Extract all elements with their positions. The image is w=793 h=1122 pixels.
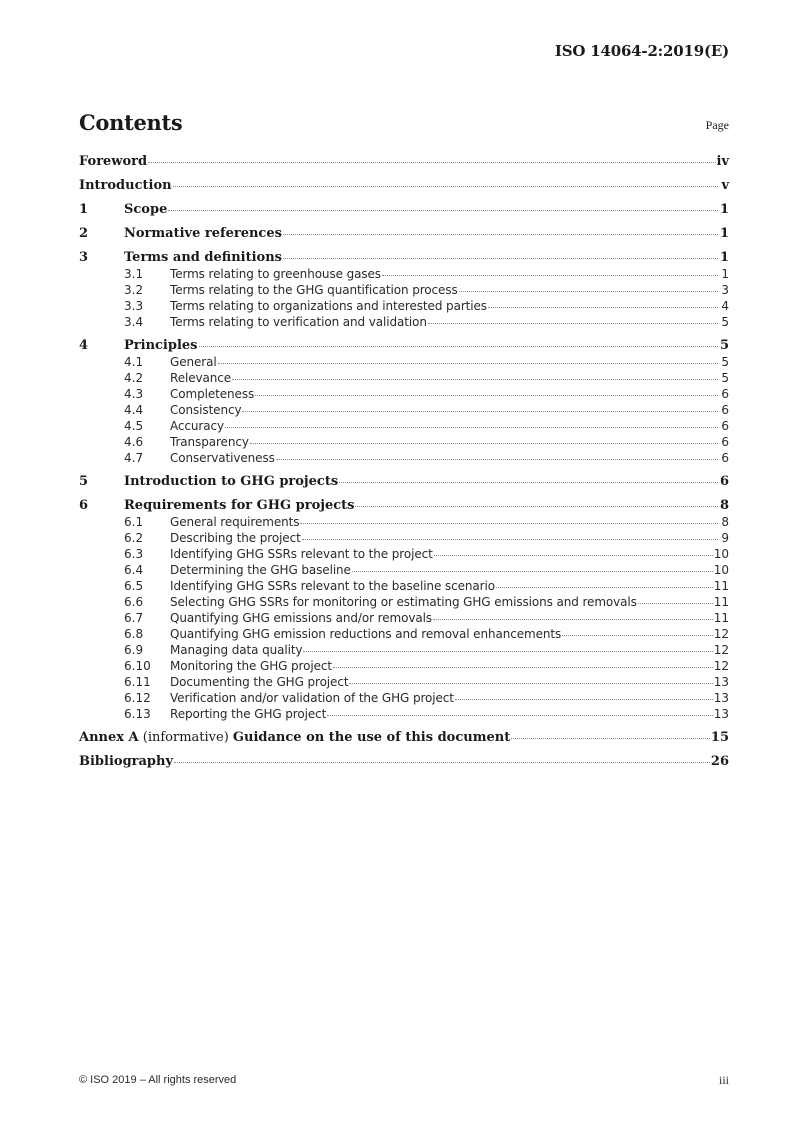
toc-entry-page: 13 [713, 707, 729, 721]
toc-entry-label: Requirements for GHG projects [124, 498, 355, 513]
dot-leader [349, 682, 712, 684]
toc-entry-subsection[interactable] [79, 282, 729, 298]
annex-prefix: Annex A [79, 730, 139, 745]
toc-entry-label: Bibliography [79, 754, 174, 769]
toc-entry-label: Foreword [79, 154, 148, 169]
dot-leader [276, 458, 718, 460]
toc-entry-page: 12 [713, 643, 729, 657]
toc-entries [79, 154, 729, 722]
toc-entry-subsection[interactable] [79, 370, 729, 386]
toc-entry-label: Reporting the GHG project [170, 707, 327, 721]
toc-entry-section[interactable] [79, 338, 729, 354]
toc-entry-subsection[interactable] [79, 674, 729, 690]
dot-leader [232, 378, 718, 380]
toc-entry-subsection[interactable] [79, 594, 729, 610]
toc-entry-label: Completeness [170, 387, 255, 401]
toc-entry-label: Verification and/or validation of the GHG project [170, 691, 454, 705]
toc-entry-number: 6.5 [124, 579, 144, 593]
toc-entry-subsection[interactable] [79, 354, 729, 370]
toc-entry-number: 3.4 [124, 315, 144, 329]
annex-title: Guidance on the use of this document [232, 730, 511, 745]
dot-leader [511, 737, 710, 739]
page-column-label: Page [705, 118, 729, 132]
dot-leader [433, 618, 713, 620]
toc-entry-number: 6.9 [124, 643, 144, 657]
toc-entry-page: 6 [721, 387, 729, 401]
toc-entry-subsection[interactable] [79, 386, 729, 402]
toc-entry-subsection[interactable] [79, 298, 729, 314]
dot-leader [283, 257, 718, 259]
toc-entry-page: 6 [721, 435, 729, 449]
toc-entry-number: 4.7 [124, 451, 144, 465]
toc-entry-label: Managing data quality [170, 643, 303, 657]
toc-entry-label: Relevance [170, 371, 232, 385]
toc-entry-label: Transparency [170, 435, 249, 449]
toc-entry-label: Terms and definitions [124, 250, 282, 265]
toc-entry-subsection[interactable] [79, 514, 729, 530]
toc-entry-label: Describing the project [170, 531, 301, 545]
dot-leader [562, 634, 713, 636]
toc-entry-page: 6 [719, 474, 729, 489]
toc-entry-label [79, 730, 510, 746]
toc-entry-subsection[interactable] [79, 402, 729, 418]
dot-leader [173, 185, 718, 187]
dot-leader [496, 586, 713, 588]
toc-entry-subsection[interactable] [79, 642, 729, 658]
toc-entry-page: 4 [721, 299, 729, 313]
toc-entry-page: 15 [710, 730, 729, 745]
toc-entry-page: 1 [721, 267, 729, 281]
dot-leader [242, 410, 718, 412]
toc-entry-number: 6.6 [124, 595, 144, 609]
toc-entry-number: 4 [79, 338, 89, 353]
dot-leader [455, 698, 713, 700]
dot-leader [352, 570, 713, 572]
toc-entry-page: 26 [710, 754, 729, 769]
toc-entry-label: Terms relating to verification and validation [170, 315, 427, 329]
dot-leader [300, 522, 718, 524]
toc-entry-label: Introduction to GHG projects [124, 474, 339, 489]
dot-leader [199, 345, 719, 347]
toc-entry-number: 6.2 [124, 531, 144, 545]
toc-entry-subsection[interactable] [79, 562, 729, 578]
toc-entry-label: General requirements [170, 515, 300, 529]
dot-leader [218, 362, 718, 364]
toc-entry-section[interactable] [79, 178, 729, 194]
dot-leader [283, 233, 718, 235]
toc-entry-page: 5 [721, 371, 729, 385]
toc-entry-page: 5 [721, 355, 729, 369]
dot-leader [303, 650, 712, 652]
dot-leader [148, 161, 715, 163]
toc-entry-page: 11 [713, 579, 729, 593]
dot-leader [255, 394, 718, 396]
toc-entry-page: 11 [713, 611, 729, 625]
toc-entry-label: Selecting GHG SSRs for monitoring or estimating GHG emissions and removals [170, 595, 637, 609]
toc-entry-page: 11 [713, 595, 729, 609]
toc-entry-section[interactable] [79, 498, 729, 514]
toc-entry-page: 6 [721, 451, 729, 465]
toc-entry-label: General [170, 355, 217, 369]
toc-entry-number: 6.13 [124, 707, 151, 721]
toc-entry-number: 3.2 [124, 283, 144, 297]
toc-entry-subsection[interactable] [79, 530, 729, 546]
toc-entry-page: 1 [719, 226, 729, 241]
toc-entry-number: 6.1 [124, 515, 144, 529]
toc-entry-label: Terms relating to the GHG quantification process [170, 283, 458, 297]
dot-leader [638, 602, 713, 604]
toc-entry-page: 8 [721, 515, 729, 529]
toc-entry-label: Determining the GHG baseline [170, 563, 351, 577]
toc-entry-subsection[interactable] [79, 450, 729, 466]
toc-entry-number: 4.1 [124, 355, 144, 369]
dot-leader [168, 209, 718, 211]
dot-leader [382, 274, 718, 276]
toc-entry-page: 3 [721, 283, 729, 297]
toc-entry-number: 6.8 [124, 627, 144, 641]
dot-leader [250, 442, 718, 444]
table-of-contents [79, 154, 729, 770]
toc-entry-number: 6.3 [124, 547, 144, 561]
toc-entry-page: 5 [721, 315, 729, 329]
toc-entry-subsection[interactable] [79, 658, 729, 674]
toc-entry-section[interactable] [79, 202, 729, 218]
toc-entry-label: Terms relating to greenhouse gases [170, 267, 381, 281]
toc-entry-page: 1 [719, 202, 729, 217]
dot-leader [428, 322, 718, 324]
toc-entry-subsection[interactable] [79, 266, 729, 282]
page-number: iii [718, 1073, 729, 1087]
annex-qualifier: (informative) [138, 730, 233, 745]
toc-entry-number: 1 [79, 202, 89, 217]
toc-entry-number: 4.5 [124, 419, 144, 433]
toc-entry-label: Principles [124, 338, 198, 353]
toc-entry-subsection[interactable] [79, 626, 729, 642]
toc-entry-page: 6 [721, 403, 729, 417]
toc-entry-page: 12 [713, 627, 729, 641]
toc-entry-page: 8 [719, 498, 729, 513]
document-identifier: ISO 14064-2:2019(E) [554, 42, 729, 60]
toc-entry-page: 13 [713, 675, 729, 689]
toc-entry-page: 6 [721, 419, 729, 433]
toc-entry-annex-a[interactable] [79, 730, 729, 746]
toc-entry-label: Documenting the GHG project [170, 675, 349, 689]
toc-entry-label: Conservativeness [170, 451, 275, 465]
toc-entry-page: 10 [713, 563, 729, 577]
toc-entry-number: 3.1 [124, 267, 144, 281]
toc-entry-label: Quantifying GHG emission reductions and removal enhancements [170, 627, 562, 641]
toc-entry-number: 6.4 [124, 563, 144, 577]
toc-entry-label: Consistency [170, 403, 242, 417]
toc-entry-subsection[interactable] [79, 690, 729, 706]
toc-entry-section[interactable] [79, 250, 729, 266]
toc-entry-subsection[interactable] [79, 578, 729, 594]
toc-entry-label: Introduction [79, 178, 172, 193]
toc-entry-label: Accuracy [170, 419, 224, 433]
toc-entry-number: 6.10 [124, 659, 151, 673]
toc-entry-label: Terms relating to organizations and interested parties [170, 299, 487, 313]
toc-entry-number: 6 [79, 498, 89, 513]
toc-entry-label: Normative references [124, 226, 282, 241]
copyright-notice: © ISO 2019 – All rights reserved [79, 1074, 237, 1086]
toc-entry-number: 6.11 [124, 675, 151, 689]
dot-leader [327, 714, 712, 716]
toc-entry-page: 5 [719, 338, 729, 353]
toc-entry-page: 12 [713, 659, 729, 673]
toc-entry-section[interactable] [79, 154, 729, 170]
toc-entry-number: 5 [79, 474, 89, 489]
toc-entry-section[interactable] [79, 226, 729, 242]
dot-leader [333, 666, 713, 668]
dot-leader [434, 554, 713, 556]
toc-entry-number: 4.3 [124, 387, 144, 401]
toc-entry-number: 4.4 [124, 403, 144, 417]
toc-entry-label: Scope [124, 202, 168, 217]
toc-entry-page: 1 [719, 250, 729, 265]
toc-entry-bibliography[interactable] [79, 754, 729, 770]
dot-leader [302, 538, 718, 540]
dot-leader [355, 505, 718, 507]
toc-entry-subsection[interactable] [79, 706, 729, 722]
toc-entry-subsection[interactable] [79, 418, 729, 434]
contents-heading: Contents [79, 110, 183, 135]
toc-entry-label: Identifying GHG SSRs relevant to the baseline scenario [170, 579, 495, 593]
dot-leader [339, 481, 718, 483]
toc-entry-section[interactable] [79, 474, 729, 490]
toc-entry-subsection[interactable] [79, 610, 729, 626]
toc-entry-number: 4.2 [124, 371, 144, 385]
toc-entry-number: 3 [79, 250, 89, 265]
toc-entry-number: 3.3 [124, 299, 144, 313]
toc-entry-number: 4.6 [124, 435, 144, 449]
toc-entry-subsection[interactable] [79, 434, 729, 450]
toc-entry-page: iv [716, 154, 729, 169]
toc-entry-number: 6.7 [124, 611, 144, 625]
toc-entry-page: 10 [713, 547, 729, 561]
toc-entry-label: Quantifying GHG emissions and/or removals [170, 611, 432, 625]
toc-entry-label: Monitoring the GHG project [170, 659, 332, 673]
dot-leader [459, 290, 718, 292]
toc-entry-number: 6.12 [124, 691, 151, 705]
dot-leader [225, 426, 718, 428]
toc-entry-page: v [721, 178, 729, 193]
toc-entry-subsection[interactable] [79, 314, 729, 330]
toc-entry-label: Identifying GHG SSRs relevant to the project [170, 547, 433, 561]
dot-leader [174, 761, 710, 763]
toc-entry-number: 2 [79, 226, 89, 241]
dot-leader [488, 306, 718, 308]
toc-entry-subsection[interactable] [79, 546, 729, 562]
toc-entry-page: 13 [713, 691, 729, 705]
toc-entry-page: 9 [721, 531, 729, 545]
